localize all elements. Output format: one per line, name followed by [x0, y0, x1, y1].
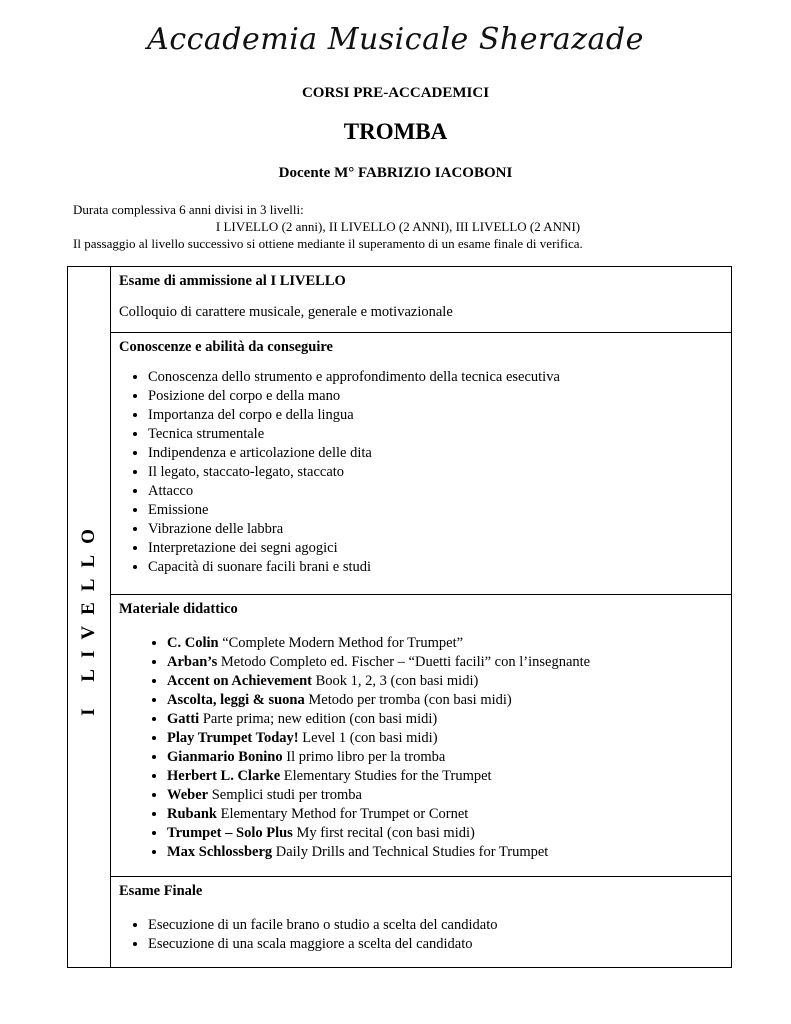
skills-heading: Conoscenze e abilità da conseguire: [119, 339, 333, 355]
list-item: • Arban’s Metodo Completo ed. Fischer – “Duetti facili” con l’insegnante: [167, 653, 723, 672]
admission-heading: Esame di ammissione al I LIVELLO: [119, 273, 346, 289]
list-item: • Il legato, staccato-legato, staccato: [148, 463, 723, 482]
list-item: • Trumpet – Solo Plus My first recital (con basi midi): [167, 824, 723, 843]
materials-heading: Materiale didattico: [119, 601, 238, 617]
admission-text: Colloquio di carattere musicale, generale e motivazionale: [119, 304, 453, 320]
list-item: • Play Trumpet Today! Level 1 (con basi midi): [167, 729, 723, 748]
final-exam-section: [111, 877, 731, 967]
materials-list: [119, 634, 723, 862]
list-item: • Indipendenza e articolazione delle dita: [148, 444, 723, 463]
list-item: • Capacità di suonare facili brani e studi: [148, 558, 723, 577]
page-title: TROMBA: [343, 119, 448, 144]
list-item: • Vibrazione delle labbra: [148, 520, 723, 539]
intro-line-duration: Durata complessiva 6 anni divisi in 3 livelli:: [73, 202, 304, 217]
admission-section: [111, 267, 731, 333]
list-item: • Max Schlossberg Daily Drills and Technical Studies for Trumpet: [167, 843, 723, 862]
list-item: • Accent on Achievement Book 1, 2, 3 (con basi midi): [167, 672, 723, 691]
skills-section: [111, 333, 731, 595]
list-item: • Esecuzione di un facile brano o studio a scelta del candidato: [148, 916, 723, 935]
intro-line-passage: Il passaggio al livello successivo si ottiene mediante il superamento di un esame finale di verifica.: [73, 236, 583, 251]
intro-block: [73, 201, 723, 252]
list-item: • Tecnica strumentale: [148, 425, 723, 444]
materials-section: [111, 595, 731, 877]
logo-text: Accademia Musicale Sherazade: [147, 22, 644, 57]
final-exam-list: [119, 916, 723, 954]
list-item: • Conoscenza dello strumento e approfondimento della tecnica esecutiva: [148, 368, 723, 387]
list-item: • Emissione: [148, 501, 723, 520]
list-item: • Herbert L. Clarke Elementary Studies for the Trumpet: [167, 767, 723, 786]
list-item: • Rubank Elementary Method for Trumpet or Cornet: [167, 805, 723, 824]
list-item: • Interpretazione dei segni agogici: [148, 539, 723, 558]
level-label: I LIVELLO: [78, 518, 99, 716]
list-item: • Weber Semplici studi per tromba: [167, 786, 723, 805]
list-item: • Attacco: [148, 482, 723, 501]
skills-list: [119, 368, 723, 577]
list-item: • Posizione del corpo e della mano: [148, 387, 723, 406]
list-item: • Ascolta, leggi & suona Metodo per tromba (con basi midi): [167, 691, 723, 710]
list-item: • Esecuzione di una scala maggiore a scelta del candidato: [148, 935, 723, 954]
list-item: • C. Colin “Complete Modern Method for Trumpet”: [167, 634, 723, 653]
list-item: • Gianmario Bonino Il primo libro per la tromba: [167, 748, 723, 767]
list-item: • Importanza del corpo e della lingua: [148, 406, 723, 425]
document-subtitle: CORSI PRE-ACCADEMICI: [301, 85, 490, 101]
teacher-name: Docente M° FABRIZIO IACOBONI: [278, 165, 513, 181]
final-exam-heading: Esame Finale: [119, 883, 203, 899]
level-side-column: [68, 267, 111, 967]
list-item: • Gatti Parte prima; new edition (con basi midi): [167, 710, 723, 729]
academy-logo: [0, 22, 791, 57]
intro-line-levels: I LIVELLO (2 anni), II LIVELLO (2 ANNI), III LIVELLO (2 ANNI): [215, 219, 581, 234]
level-table: [67, 266, 732, 968]
